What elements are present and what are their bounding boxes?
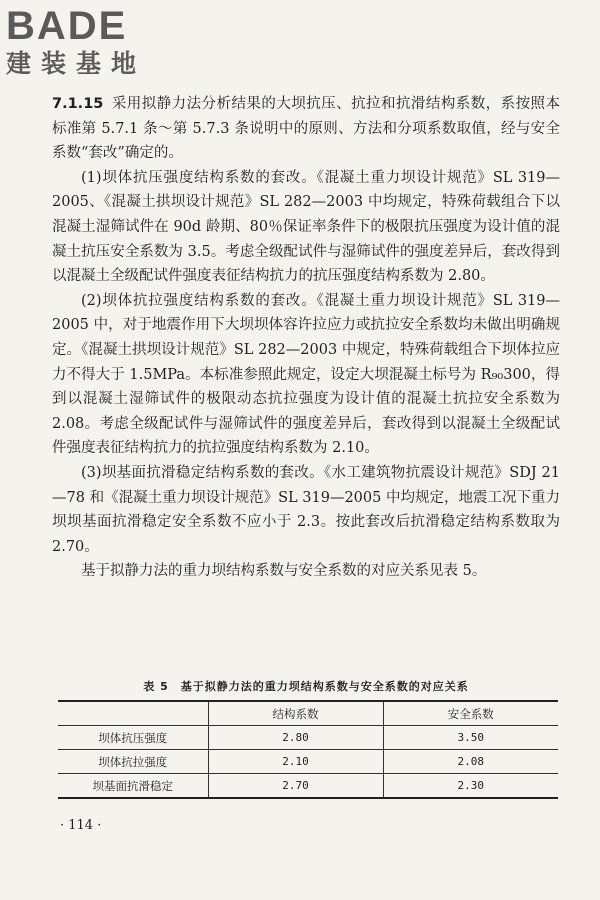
table-header-structural-coefficient: 结构系数 — [208, 701, 383, 726]
table-row — [58, 774, 558, 799]
table-row — [58, 726, 558, 750]
table-row-label: 坝体抗压强度 — [58, 726, 208, 750]
logo-text-latin: BADE — [6, 4, 128, 48]
table-row — [58, 750, 558, 774]
table-header-row — [58, 701, 558, 726]
page-number: · 114 · — [60, 818, 102, 833]
section-intro-paragraph — [52, 92, 560, 166]
paragraph-tensile: (2)坝体抗拉强度结构系数的套改。《混凝土重力坝设计规范》SL 319—2005 中，对于地震作用下大坝坝体容许拉应力或抗拉安全系数均未做出明确规定。《混凝土拱坝设计规范》SL 282—2003 中规定，特殊荷载组合下坝体拉应力不得大于 1.5MPa。本标准参照此规定，设定大坝混凝土标号为 R₉₀300，得到以混凝土湿筛试件的极限动态抗拉强度为设计值的混凝土抗拉安全系数为 2.08。考虑全级配试件与湿筛试件的强度差异后，套改得到以混凝土全级配试件强度表征结构抗力的抗拉强度结构系数为 2.10。 — [52, 292, 560, 457]
table-cell-safety: 3.50 — [383, 726, 558, 750]
coefficient-table — [58, 700, 558, 799]
table-row-label: 坝基面抗滑稳定 — [58, 774, 208, 799]
document-body — [52, 92, 560, 584]
table-cell-safety: 2.30 — [383, 774, 558, 799]
table-cell-structural: 2.10 — [208, 750, 383, 774]
section-number: 7.1.15 — [52, 96, 104, 112]
section-intro-text: 采用拟静力法分析结果的大坝抗压、抗拉和抗滑结构系数，系按照本标准第 5.7.1 条～第 5.7.3 条说明中的原则、方法和分项系数取值，经与安全系数“套改”确定的。 — [52, 96, 560, 162]
table-header-corner — [58, 701, 208, 726]
table-cell-structural: 2.70 — [208, 774, 383, 799]
table-row-label: 坝体抗拉强度 — [58, 750, 208, 774]
table-header-safety-factor: 安全系数 — [383, 701, 558, 726]
paragraph-compressive: (1)坝体抗压强度结构系数的套改。《混凝土重力坝设计规范》SL 319—2005、《混凝土拱坝设计规范》SL 282—2003 中均规定，特殊荷载组合下以混凝土湿筛试件在 90d 龄期、80％保证率条件下的极限抗压强度为设计值的混凝土抗压安全系数为 3.5。考虑全级配试件与湿筛试件的强度差异后，套改得到以混凝土全级配试件强度表征结构抗力的抗压强度结构系数为 2.80。 — [52, 169, 560, 285]
logo-text-chinese: 建装基地 — [6, 49, 147, 78]
table-cell-structural: 2.80 — [208, 726, 383, 750]
paragraph-sliding: (3)坝基面抗滑稳定结构系数的套改。《水工建筑物抗震设计规范》SDJ 21—78 和《混凝土重力坝设计规范》SL 319—2005 中均规定，地震工况下重力坝坝基面抗滑稳定安全系数不应小于 2.3。按此套改后抗滑稳定结构系数取为 2.70。 — [52, 464, 560, 555]
brand-logo — [6, 6, 186, 80]
paragraph-table-reference: 基于拟静力法的重力坝结构系数与安全系数的对应关系见表 5。 — [81, 563, 487, 580]
table-caption: 表 5 基于拟静力法的重力坝结构系数与安全系数的对应关系 — [143, 680, 469, 693]
table-cell-safety: 2.08 — [383, 750, 558, 774]
